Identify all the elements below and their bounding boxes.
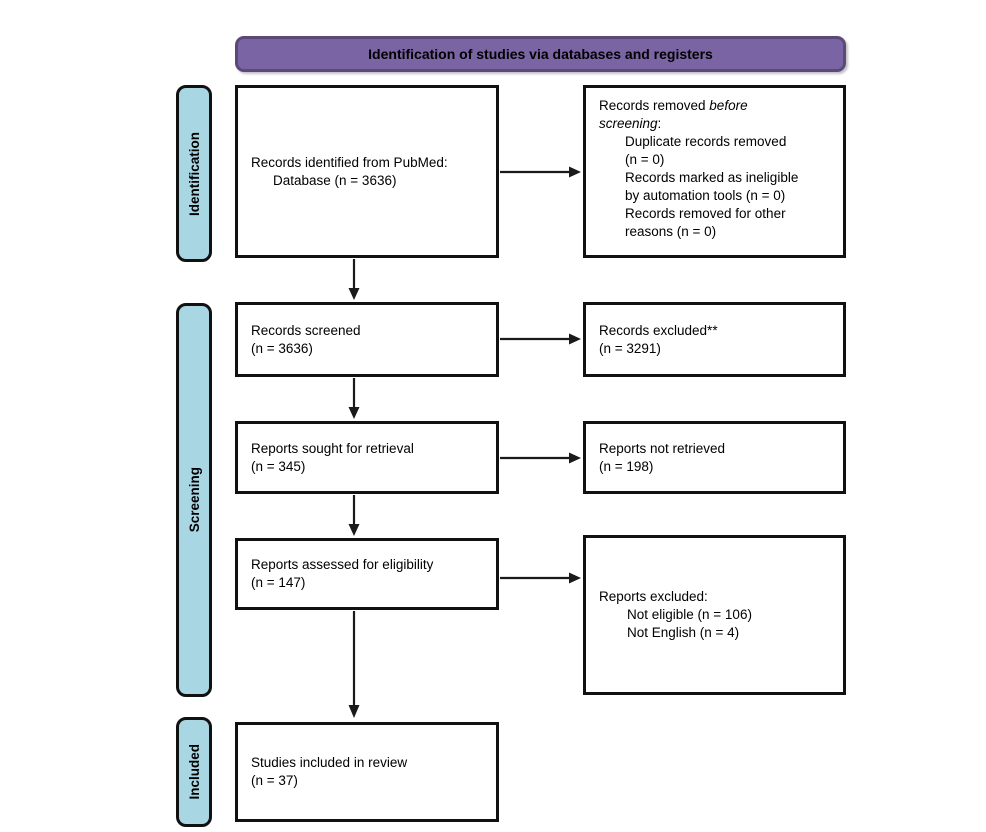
records-removed-intro-line1: Records removed before xyxy=(599,98,748,113)
records-screened-line2: (n = 3636) xyxy=(251,340,313,356)
reports-excluded-item-2: Not English (n = 4) xyxy=(627,625,740,640)
box-reports-excluded xyxy=(583,535,846,695)
records-excluded-line1: Records excluded** xyxy=(599,322,718,338)
box-records-screened xyxy=(235,302,499,377)
box-records-identified xyxy=(235,85,499,258)
diagram-title: Identification of studies via databases and registers xyxy=(368,46,713,62)
records-removed-item-3-line2: reasons (n = 0) xyxy=(625,224,717,239)
records-removed-item-2-line2: by automation tools (n = 0) xyxy=(625,188,786,203)
reports-assessed-line2: (n = 147) xyxy=(251,575,306,590)
stage-bar-screening xyxy=(176,303,212,697)
records-excluded-line2: (n = 3291) xyxy=(599,340,661,356)
arrow-sought-to-assessed xyxy=(349,495,360,536)
stage-label-identification: Identification xyxy=(186,131,202,216)
stage-bar-included xyxy=(176,717,212,827)
arrow-assessed-to-included xyxy=(349,611,360,718)
records-removed-item-1-line1: Duplicate records removed xyxy=(625,134,787,149)
arrow-screened-to-excluded xyxy=(500,334,581,345)
stage-label-included: Included xyxy=(186,744,202,800)
records-removed-item-2-line1: Records marked as ineligible xyxy=(625,170,799,185)
box-records-excluded xyxy=(583,302,846,377)
stage-bar-identification xyxy=(176,85,212,262)
studies-included-line2: (n = 37) xyxy=(251,773,298,788)
reports-assessed-line1: Reports assessed for eligibility xyxy=(251,557,434,572)
arrow-screened-to-sought xyxy=(349,378,360,419)
box-studies-included xyxy=(235,722,499,822)
records-removed-item-3-line1: Records removed for other xyxy=(625,206,786,221)
box-records-removed xyxy=(583,85,846,258)
records-identified-line2: Database (n = 3636) xyxy=(273,172,397,188)
box-reports-assessed xyxy=(235,538,499,610)
arrow-sought-to-not-retrieved xyxy=(500,453,581,464)
diagram-title-banner xyxy=(235,36,846,72)
records-identified-line1: Records identified from PubMed: xyxy=(251,154,448,170)
records-removed-item-1-line2: (n = 0) xyxy=(625,152,665,167)
reports-not-retrieved-line1: Reports not retrieved xyxy=(599,440,726,456)
reports-sought-line1: Reports sought for retrieval xyxy=(251,440,414,456)
box-reports-sought xyxy=(235,421,499,494)
arrow-assessed-to-reports-excluded xyxy=(500,573,581,584)
box-reports-not-retrieved xyxy=(583,421,846,494)
arrow-identified-to-screened xyxy=(349,259,360,300)
reports-not-retrieved-line2: (n = 198) xyxy=(599,458,654,474)
reports-sought-line2: (n = 345) xyxy=(251,458,306,474)
reports-excluded-item-1: Not eligible (n = 106) xyxy=(627,607,752,622)
studies-included-line1: Studies included in review xyxy=(251,755,408,770)
records-removed-intro-line2: screening: xyxy=(599,116,662,131)
arrow-identified-to-removed xyxy=(500,167,581,178)
reports-excluded-title: Reports excluded: xyxy=(599,589,708,604)
stage-label-screening: Screening xyxy=(186,467,202,533)
records-screened-line1: Records screened xyxy=(251,322,361,338)
